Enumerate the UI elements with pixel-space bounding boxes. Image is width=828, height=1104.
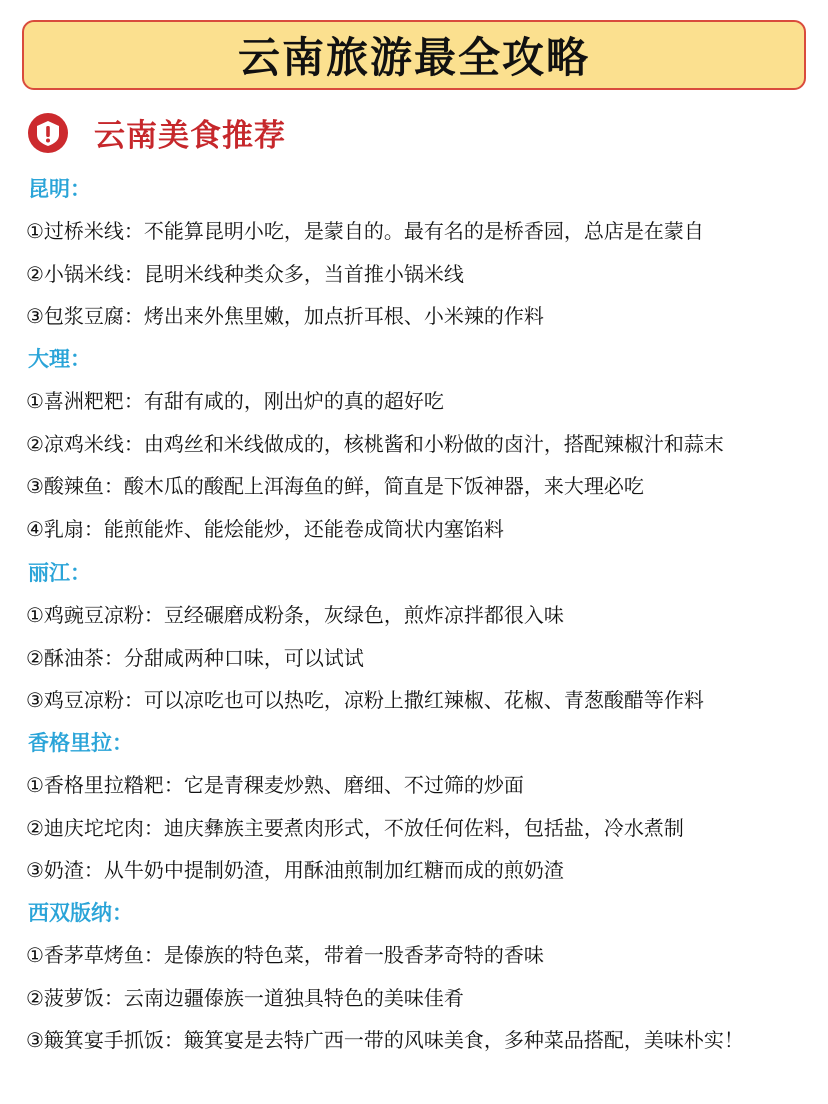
food-item: ③奶渣：从牛奶中提制奶渣，用酥油煎制加红糖而成的煎奶渣 bbox=[26, 858, 564, 882]
food-item: ③酸辣鱼：酸木瓜的酸配上洱海鱼的鲜，简直是下饭神器，来大理必吃 bbox=[26, 474, 644, 498]
region-title: 大理： bbox=[28, 347, 91, 371]
food-item: ③鸡豆凉粉：可以凉吃也可以热吃，凉粉上撒红辣椒、花椒、青葱酸醋等作料 bbox=[26, 688, 704, 712]
food-item: ④乳扇：能煎能炸、能烩能炒，还能卷成筒状内塞馅料 bbox=[26, 516, 504, 541]
food-item: ②小锅米线：昆明米线种类众多，当首推小锅米线 bbox=[26, 261, 464, 286]
food-item: ①过桥米线：不能算昆明小吃，是蒙自的。最有名的是桥香园，总店是在蒙自 bbox=[26, 219, 704, 243]
food-item: ①喜洲粑粑：有甜有咸的，刚出炉的真的超好吃 bbox=[26, 389, 444, 413]
region-title: 西双版纳： bbox=[28, 901, 133, 925]
food-item: ②凉鸡米线：由鸡丝和米线做成的，核桃酱和小粉做的卤汁，搭配辣椒汁和蒜末 bbox=[26, 431, 724, 456]
food-item: ③包浆豆腐：烤出来外焦里嫩，加点折耳根、小米辣的作料 bbox=[26, 304, 544, 328]
page-title: 云南旅游最全攻略 bbox=[237, 33, 590, 82]
food-item: ②迪庆坨坨肉：迪庆彝族主要煮肉形式，不放任何佐料，包括盐，冷水煮制 bbox=[26, 815, 684, 840]
section-title: 云南美食推荐 bbox=[94, 118, 286, 154]
region-title: 香格里拉： bbox=[28, 731, 133, 755]
food-item: ③簸箕宴手抓饭：簸箕宴是去特广西一带的风味美食，多种菜品搭配，美味朴实！ bbox=[26, 1028, 744, 1052]
food-item: ①香格里拉糌粑：它是青稞麦炒熟、磨细、不过筛的炒面 bbox=[26, 773, 524, 797]
food-item: ①香茅草烤鱼：是傣族的特色菜，带着一股香茅奇特的香味 bbox=[26, 943, 544, 967]
food-item: ①鸡豌豆凉粉：豆经碾磨成粉条，灰绿色，煎炸凉拌都很入味 bbox=[26, 603, 564, 627]
region-title: 丽江： bbox=[28, 561, 91, 585]
food-item: ②酥油茶：分甜咸两种口味，可以试试 bbox=[26, 645, 364, 670]
food-item: ②菠萝饭：云南边疆傣族一道独具特色的美味佳肴 bbox=[26, 985, 464, 1010]
region-title: 昆明： bbox=[28, 177, 91, 201]
